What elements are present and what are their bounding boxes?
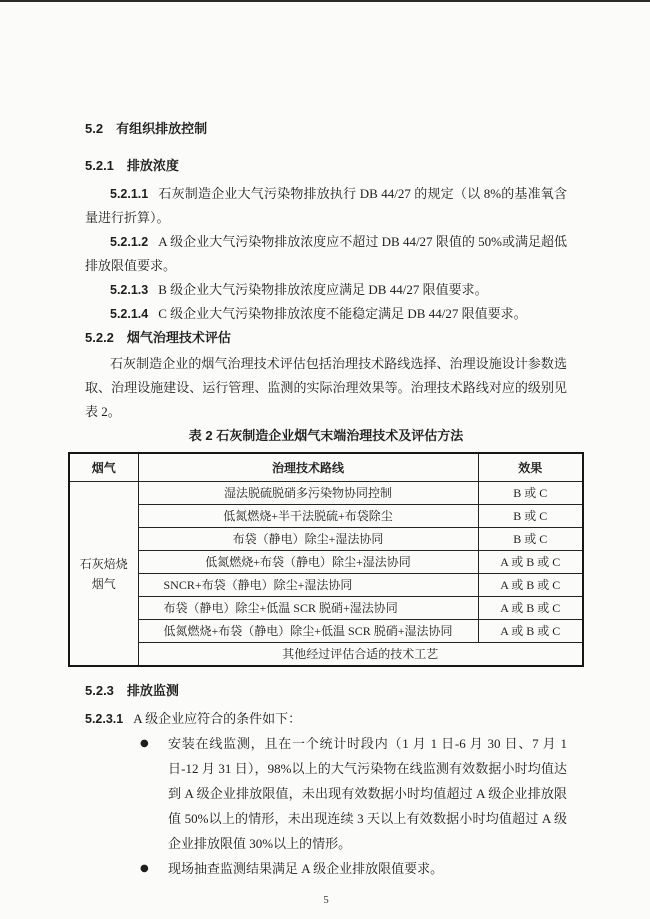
clause-number: 5.2.1.3 bbox=[110, 283, 149, 297]
table-cell-effect: A 或 B 或 C bbox=[478, 597, 583, 620]
table-header-row bbox=[69, 453, 583, 482]
table-cell-effect: B 或 C bbox=[478, 482, 583, 505]
heading-number: 5.2.1 bbox=[85, 158, 114, 173]
table-cell-other-technology: 其他经过评估合适的技术工艺 bbox=[138, 643, 583, 667]
paragraph-5-2-2 bbox=[85, 352, 567, 424]
table-cell-route: 低氮燃烧+半干法脱硫+布袋除尘 bbox=[138, 505, 478, 528]
table-row bbox=[69, 482, 583, 505]
table-row bbox=[69, 574, 583, 597]
table-cell-effect: B 或 C bbox=[478, 528, 583, 551]
heading-title: 烟气治理技术评估 bbox=[126, 330, 231, 345]
table-footer-row bbox=[69, 643, 583, 667]
heading-5-2-3 bbox=[85, 683, 567, 699]
heading-title: 排放浓度 bbox=[126, 158, 179, 173]
clause-text: 石灰制造企业大气污染物排放执行 DB 44/27 的规定（以 8%的基准氧含量进行折算）。 bbox=[85, 186, 567, 225]
table-cell-route: 低氮燃烧+布袋（静电）除尘+低温 SCR 脱硝+湿法协同 bbox=[138, 620, 478, 643]
heading-title: 有组织排放控制 bbox=[116, 121, 208, 136]
clause-number: 5.2.1.2 bbox=[110, 235, 149, 249]
table-cell-effect: A 或 B 或 C bbox=[478, 574, 583, 597]
paragraph-5-2-1-4 bbox=[85, 302, 567, 326]
scan-edge-artifact bbox=[0, 0, 650, 2]
clause-text: B 级企业大气污染物排放浓度应满足 DB 44/27 限值要求。 bbox=[158, 282, 488, 297]
list-item bbox=[85, 856, 567, 881]
condition-list bbox=[85, 731, 567, 881]
table-header-flue-gas: 烟气 bbox=[69, 453, 138, 482]
heading-number: 5.2.2 bbox=[85, 330, 114, 345]
table-row bbox=[69, 505, 583, 528]
table-cell-effect: B 或 C bbox=[478, 505, 583, 528]
table-cell-route: 布袋（静电）除尘+低温 SCR 脱硝+湿法协同 bbox=[138, 597, 478, 620]
clause-text: 石灰制造企业的烟气治理技术评估包括治理技术路线选择、治理设施设计参数选取、治理设施建设、运行管理、监测的实际治理效果等。治理技术路线对应的级别见表 2。 bbox=[85, 356, 567, 419]
table-cell-effect: A 或 B 或 C bbox=[478, 551, 583, 574]
heading-number: 5.2.3 bbox=[85, 683, 114, 698]
clause-number: 5.2.1.4 bbox=[110, 307, 149, 321]
table-cell-route: SNCR+布袋（静电）除尘+湿法协同 bbox=[138, 574, 478, 597]
table-cell-route: 湿法脱硫脱硝多污染物协同控制 bbox=[138, 482, 478, 505]
list-item bbox=[85, 731, 567, 856]
heading-5-2-1 bbox=[85, 158, 567, 174]
heading-number: 5.2 bbox=[85, 121, 104, 136]
heading-5-2 bbox=[85, 121, 567, 137]
table-cell-route: 布袋（静电）除尘+湿法协同 bbox=[138, 528, 478, 551]
table-row bbox=[69, 620, 583, 643]
clause-text: C 级企业大气污染物排放浓度不能稳定满足 DB 44/27 限值要求。 bbox=[158, 306, 527, 321]
paragraph-5-2-3-1 bbox=[85, 707, 567, 731]
bullet-icon: ● bbox=[140, 738, 149, 749]
heading-5-2-2 bbox=[85, 330, 567, 346]
clause-number: 5.2.1.1 bbox=[110, 187, 149, 201]
page-number: 5 bbox=[323, 894, 329, 906]
table-cell-route: 低氮燃烧+布袋（静电）除尘+湿法协同 bbox=[138, 551, 478, 574]
table-cell-effect: A 或 B 或 C bbox=[478, 620, 583, 643]
clause-text: A 级企业大气污染物排放浓度应不超过 DB 44/27 限值的 50%或满足超低排放限值要求。 bbox=[85, 234, 567, 273]
paragraph-5-2-1-3 bbox=[85, 278, 567, 302]
heading-title: 排放监测 bbox=[126, 683, 179, 698]
list-item-text: 现场抽查监测结果满足 A 级企业排放限值要求。 bbox=[168, 861, 444, 876]
table-header-route: 治理技术路线 bbox=[138, 453, 478, 482]
clause-number: 5.2.3.1 bbox=[85, 712, 124, 726]
bullet-icon: ● bbox=[140, 863, 149, 874]
clause-text: A 级企业应符合的条件如下： bbox=[133, 711, 302, 726]
table-cell-flue-gas-group: 石灰焙烧烟气 bbox=[69, 482, 138, 667]
paragraph-5-2-1-1 bbox=[85, 182, 567, 230]
treatment-technology-table bbox=[68, 452, 584, 667]
table-header-effect: 效果 bbox=[478, 453, 583, 482]
table-row bbox=[69, 528, 583, 551]
list-item-text: 安装在线监测，且在一个统计时段内（1 月 1 日-6 月 30 日、7 月 1 日-12 月 31 日），98%以上的大气污染物在线监测有效数据小时均值达到 A 级企业排放限值，未出现有效数据小时均值超过 A 级企业排放限值 50%以上的情形，未出现连续 3 天以上有效数据小时均值超过 A 级企业排放限值 30%以上的情形。 bbox=[168, 736, 567, 851]
table-row bbox=[69, 551, 583, 574]
paragraph-5-2-1-2 bbox=[85, 230, 567, 278]
table-row bbox=[69, 597, 583, 620]
table-caption: 表 2 石灰制造企业烟气末端治理技术及评估方法 bbox=[188, 428, 464, 443]
